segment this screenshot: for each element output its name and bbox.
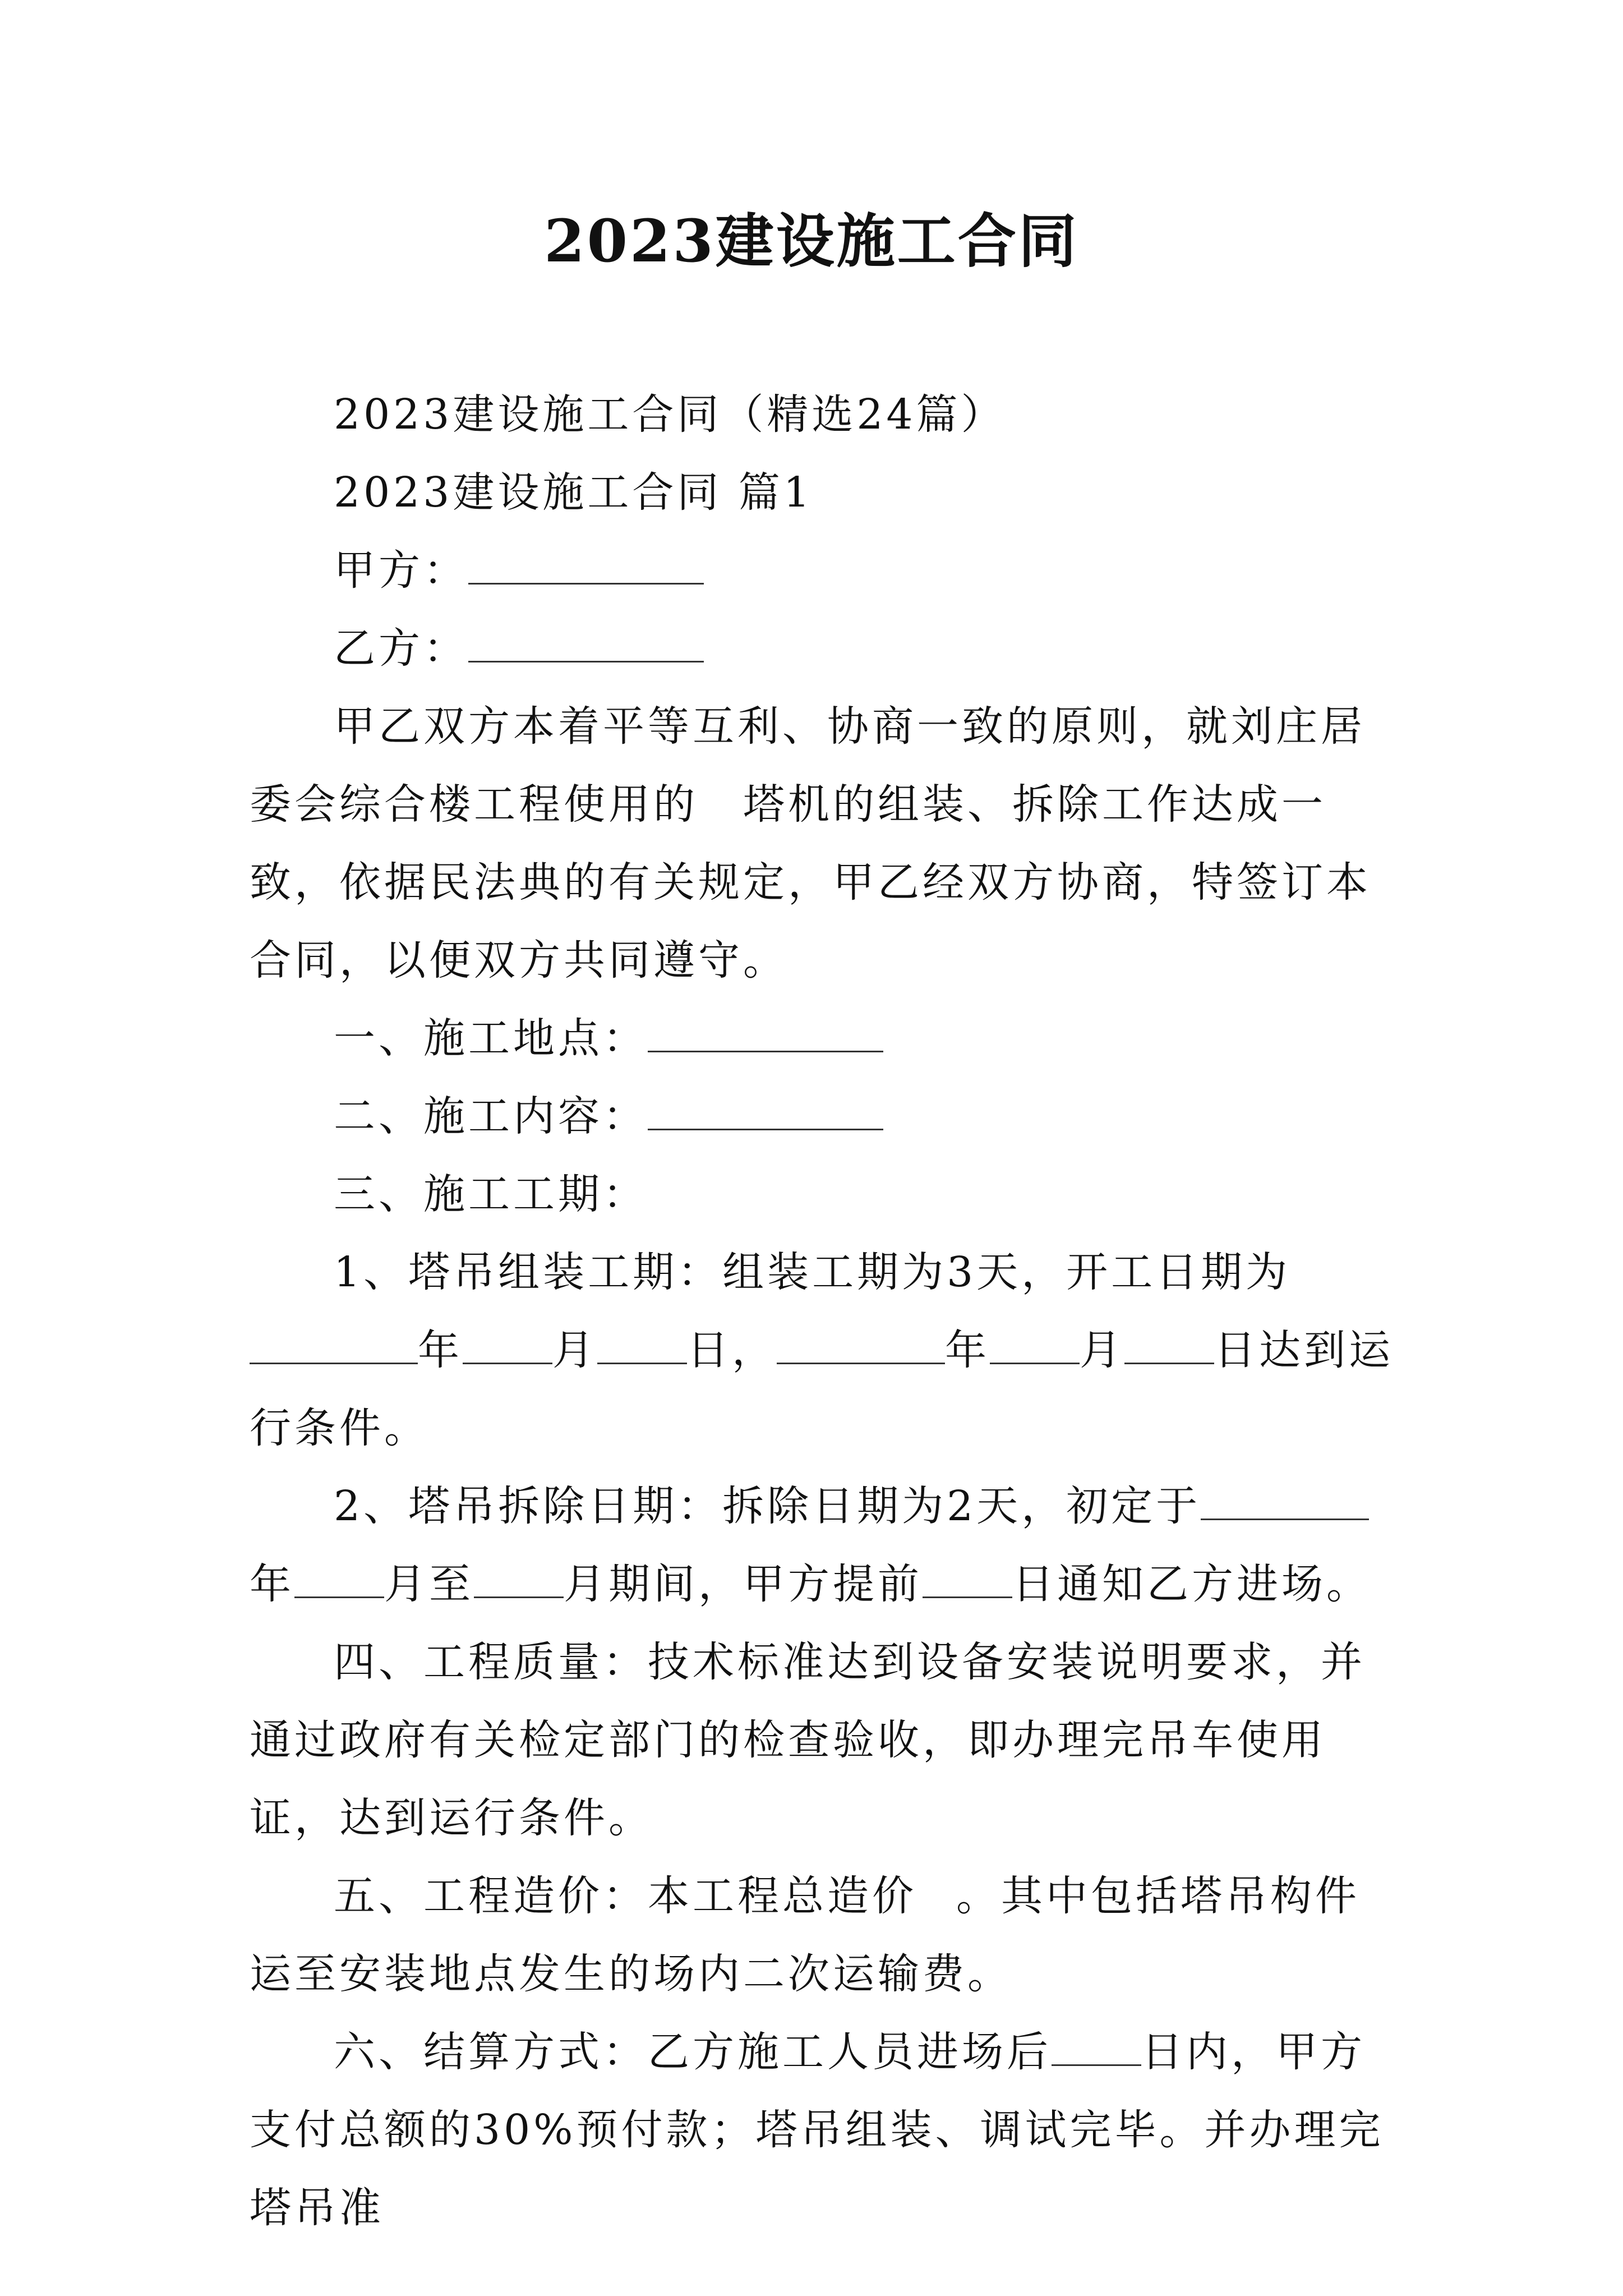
party-a-line (250, 532, 1394, 610)
clause-2 (250, 1078, 1394, 1156)
party-b-blank (468, 626, 704, 662)
clause-3: 三、施工工期： (334, 1170, 648, 1218)
month-label-2: 月 (1080, 1326, 1124, 1374)
payment-days-blank (1052, 2030, 1141, 2066)
party-b-line (250, 610, 1394, 688)
removal-month-to-blank (474, 1562, 564, 1598)
party-a-blank (468, 548, 704, 585)
start-month-blank (463, 1328, 552, 1364)
clause-3-1 (250, 1234, 1394, 1467)
ready-day-blank (1124, 1328, 1214, 1364)
removal-month-to-label: 月至 (384, 1560, 474, 1608)
start-day-blank (597, 1328, 687, 1364)
clause-6 (250, 2013, 1394, 2247)
clause-2-label: 二、施工内容： (334, 1092, 648, 1140)
clause-2-blank (648, 1094, 883, 1130)
ready-year-blank (777, 1328, 945, 1364)
year-label: 年 (418, 1326, 463, 1374)
clause-5-text-b: 。其中包括塔吊构件运至安装地点发生的场内二次运输费。 (250, 1872, 1360, 1998)
clause-3-2 (250, 1467, 1394, 1623)
clause-3-1-text: 1、塔吊组装工期：组装工期为3天，开工日期为 (334, 1248, 1291, 1296)
day-label: 日， (687, 1326, 777, 1374)
clause-5 (250, 1857, 1394, 2013)
section-heading: 2023建设施工合同 篇1 (334, 468, 813, 517)
intro-paragraph: 甲乙双方本着平等互利、协商一致的原则，就刘庄居委会综合楼工程使用的 塔机的组装、拆除工作达成一致，依据民法典的有关规定，甲乙经双方协商，特签订本合同，以便双方共同遵守。 (250, 702, 1371, 984)
document-subtitle: 2023建设施工合同（精选24篇） (334, 390, 1006, 439)
removal-year-label: 年 (250, 1560, 294, 1608)
document-title: 2023建设施工合同 (544, 206, 1079, 275)
party-b-label: 乙方： (334, 624, 468, 673)
document-body (250, 376, 1394, 2247)
clause-5-text-a: 五、工程造价：本工程总造价 (334, 1872, 917, 1920)
clause-1 (250, 1000, 1394, 1078)
party-a-label: 甲方： (334, 546, 468, 595)
ready-month-blank (990, 1328, 1080, 1364)
clause-4: 四、工程质量：技术标准达到设备安装说明要求，并通过政府有关检定部门的检查验收，即办理完吊车使用证，达到运行条件。 (250, 1638, 1366, 1842)
month-label: 月 (552, 1326, 597, 1374)
clause-1-blank (648, 1016, 883, 1052)
start-year-blank (250, 1328, 418, 1364)
clause-6-text-b: 日内，甲方支付总额的30%预付款；塔吊组装、调试完毕。并办理完塔吊准 (250, 2028, 1384, 2232)
clause-3-1-end: 日达到运行条件。 (250, 1326, 1394, 1452)
clause-3-2-text: 2、塔吊拆除日期：拆除日期为2天，初定于 (334, 1482, 1201, 1530)
clause-6-text-a: 六、结算方式：乙方施工人员进场后 (334, 2028, 1052, 2076)
removal-year-blank (1201, 1484, 1369, 1520)
removal-period-label: 月期间，甲方提前 (564, 1560, 923, 1608)
total-price-space (917, 1875, 956, 1910)
notice-days-blank (923, 1562, 1012, 1598)
year-label-2: 年 (945, 1326, 990, 1374)
removal-month-from-blank (294, 1562, 384, 1598)
clause-1-label: 一、施工地点： (334, 1014, 648, 1062)
clause-3-2-end: 日通知乙方进场。 (1012, 1560, 1371, 1608)
